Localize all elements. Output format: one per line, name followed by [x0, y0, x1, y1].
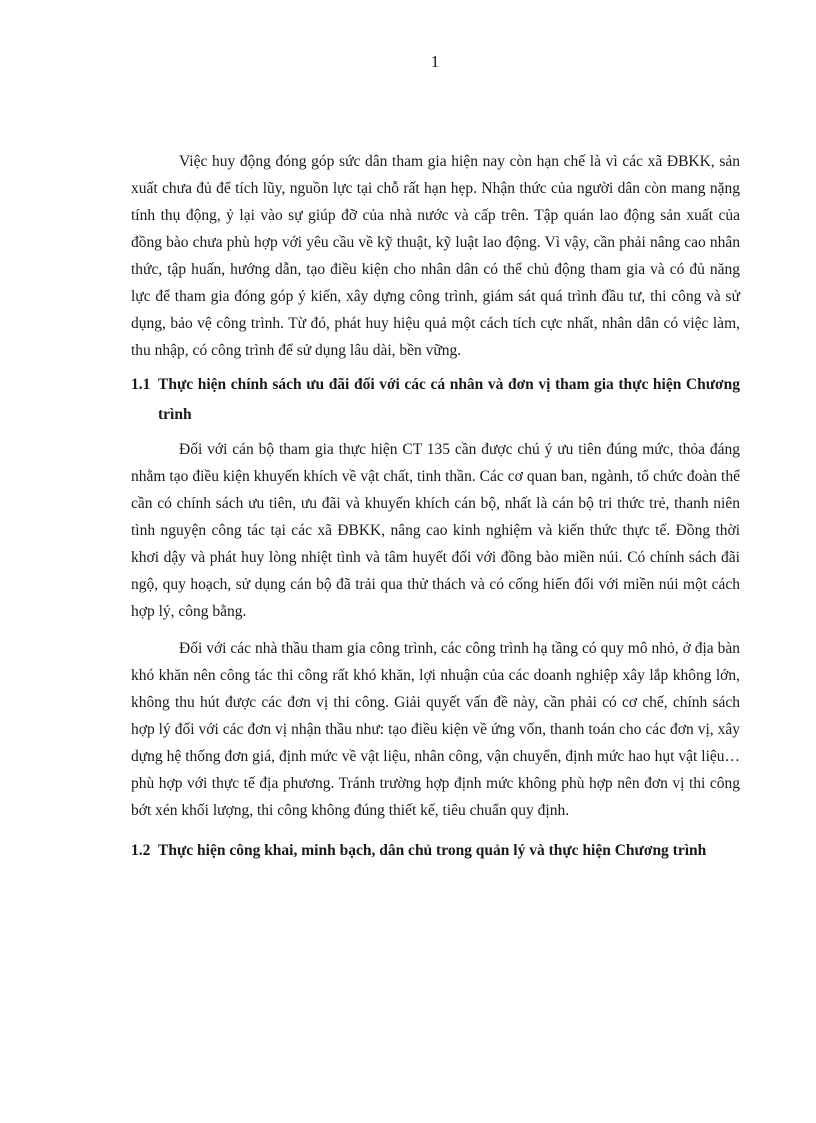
section-number-1-2: 1.2 [131, 842, 151, 859]
section-heading-1-2 [131, 836, 740, 866]
intro-paragraph: Việc huy động đóng góp sức dân tham gia hiện nay còn hạn chế là vì các xã ĐBKK, sản xuất chưa đủ để tích lũy, nguồn lực tại chỗ rất hạn hẹp. Nhận thức của người dân còn mang nặng tính thụ động, ỷ lại vào sự giúp đỡ của nhà nước và cấp trên. Tập quán lao động sản xuất của đồng bào chưa phù hợp với yêu cầu về kỹ thuật, kỹ luật lao động. Vì vậy, cần phải nâng cao nhân thức, tập huấn, hướng dẫn, tạo điều kiện cho nhân dân có thể chủ động tham gia và có đủ năng lực để tham gia đóng góp ý kiến, xây dựng công trình, giám sát quá trình đầu tư, thi công và sử dụng, bảo vệ công trình. Từ đó, phát huy hiệu quả một cách tích cực nhất, nhân dân có việc làm, thu nhập, có công trình để sử dụng lâu dài, bền vững. [131, 153, 740, 359]
section-number-1-1: 1.1 [131, 376, 151, 393]
section-heading-1-1 [131, 370, 740, 430]
section-1-1-paragraph-1: Đối với cán bộ tham gia thực hiện CT 135 cần được chú ý ưu tiên đúng mức, thỏa đáng nhằm tạo điều kiện khuyến khích về vật chất, tinh thần. Các cơ quan ban, ngành, tổ chức đoàn thể cần có chính sách ưu tiên, ưu đãi và khuyến khích cán bộ, nhất là cán bộ tri thức trẻ, thanh niên tình nguyện công tác tại các xã ĐBKK, nâng cao kinh nghiệm và kiến thức thực tế. Đồng thời khơi dậy và phát huy lòng nhiệt tình và tâm huyết đối với đồng bào miền núi. Có chính sách đãi ngộ, quy hoạch, sử dụng cán bộ đã trải qua thử thách và có cống hiến đối với miền núi một cách hợp lý, công bằng. [131, 441, 740, 620]
section-title-1-1: Thực hiện chính sách ưu đãi đối với các cá nhân và đơn vị tham gia thực hiện Chương trình [158, 376, 740, 423]
document-body [131, 148, 740, 866]
section-1-1-paragraph-2: Đối với các nhà thầu tham gia công trình, các công trình hạ tầng có quy mô nhỏ, ở địa bàn khó khăn nên công tác thi công rất khó khăn, lợi nhuận của các doanh nghiệp xây lắp không lớn, không thu hút được các đơn vị thi công. Giải quyết vấn đề này, cần phải có cơ chế, chính sách hợp lý đối với các đơn vị nhận thầu như: tạo điều kiện về ứng vốn, thanh toán cho các đơn vị, xây dựng hệ thống đơn giá, định mức về vật liệu, nhân công, vận chuyển, định mức hao hụt vật liệu… phù hợp với thực tế địa phương. Tránh trường hợp định mức không phù hợp nên đơn vị thi công bớt xén khối lượng, thi công không đúng thiết kế, tiêu chuẩn quy định. [131, 640, 740, 819]
page-number: 1 [430, 52, 440, 71]
section-title-1-2: Thực hiện công khai, minh bạch, dân chủ trong quản lý và thực hiện Chương trình [158, 842, 707, 859]
